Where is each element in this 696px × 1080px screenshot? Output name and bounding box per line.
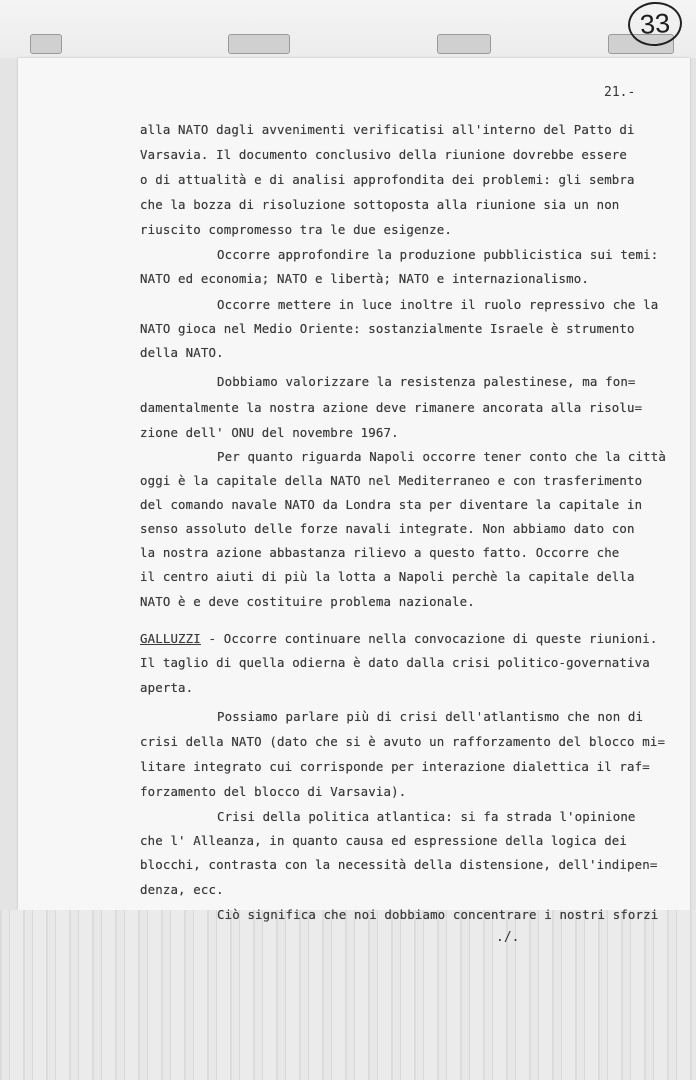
binder-clip-center-right	[437, 34, 491, 54]
speaker-text: - Occorre continuare nella convocazione di queste riunioni.	[200, 631, 658, 646]
text-line: oggi è la capitale della NATO nel Mediterraneo e con trasferimento	[140, 473, 643, 488]
scanner-background	[0, 910, 696, 1080]
binder-clip-center-left	[228, 34, 290, 54]
text-line: o di attualità e di analisi approfondita dei problemi: gli sembra	[140, 172, 635, 187]
text-line: senso assoluto delle forze navali integrate. Non abbiamo dato con	[140, 521, 635, 536]
text-line: Varsavia. Il documento conclusivo della riunione dovrebbe essere	[140, 147, 628, 162]
page-number: 21.-	[604, 85, 636, 100]
text-line: Il taglio di quella odierna è dato dalla crisi politico-governativa	[140, 655, 650, 670]
text-line: NATO ed economia; NATO e libertà; NATO e internazionalismo.	[140, 271, 589, 286]
text-line: NATO è e deve costituire problema nazionale.	[140, 594, 475, 609]
text-line: denza, ecc.	[140, 882, 224, 897]
text-line: del comando navale NATO da Londra sta per diventare la capitale in	[140, 497, 643, 512]
text-line: aperta.	[140, 680, 194, 695]
text-line: che l' Alleanza, in quanto causa ed espressione della logica dei	[140, 833, 628, 848]
text-line: riuscito compromesso tra le due esigenze.	[140, 222, 453, 237]
speaker-line	[140, 629, 670, 649]
text-line: che la bozza di risoluzione sottoposta alla riunione sia un non	[140, 197, 620, 212]
text-line: litare integrato cui corrisponde per interazione dialettica il raf=	[140, 759, 650, 774]
text-line: Dobbiamo valorizzare la resistenza palestinese, ma fon=	[217, 374, 636, 389]
speaker-name: GALLUZZI	[140, 631, 201, 646]
text-line: NATO gioca nel Medio Oriente: sostanzialmente Israele è strumento	[140, 321, 635, 336]
text-line: forzamento del blocco di Varsavia).	[140, 784, 407, 799]
text-line: la nostra azione abbastanza rilievo a questo fatto. Occorre che	[140, 545, 620, 560]
text-line: il centro aiuti di più la lotta a Napoli perchè la capitale della	[140, 569, 635, 584]
text-line: blocchi, contrasta con la necessità della distensione, dell'indipen=	[140, 857, 658, 872]
text-line: zione dell' ONU del novembre 1967.	[140, 425, 399, 440]
continuation-mark: ./.	[496, 930, 520, 945]
text-line: Ciò significa che noi dobbiamo concentrare i nostri sforzi	[217, 907, 659, 922]
archive-stamp: 33	[627, 0, 684, 48]
scan-top-edge	[0, 0, 696, 58]
binder-clip-left	[30, 34, 62, 54]
text-line: Occorre mettere in luce inoltre il ruolo repressivo che la	[217, 297, 659, 312]
text-line: Crisi della politica atlantica: si fa strada l'opinione	[217, 809, 636, 824]
text-line: damentalmente la nostra azione deve rimanere ancorata alla risolu=	[140, 400, 643, 415]
text-line: Possiamo parlare più di crisi dell'atlantismo che non di	[217, 709, 644, 724]
text-line: della NATO.	[140, 345, 224, 360]
text-line: alla NATO dagli avvenimenti verificatisi all'interno del Patto di	[140, 122, 635, 137]
text-line: crisi della NATO (dato che si è avuto un rafforzamento del blocco mi=	[140, 734, 666, 749]
text-line: Occorre approfondire la produzione pubblicistica sui temi:	[217, 247, 659, 262]
text-line: Per quanto riguarda Napoli occorre tener conto che la città	[217, 449, 666, 464]
